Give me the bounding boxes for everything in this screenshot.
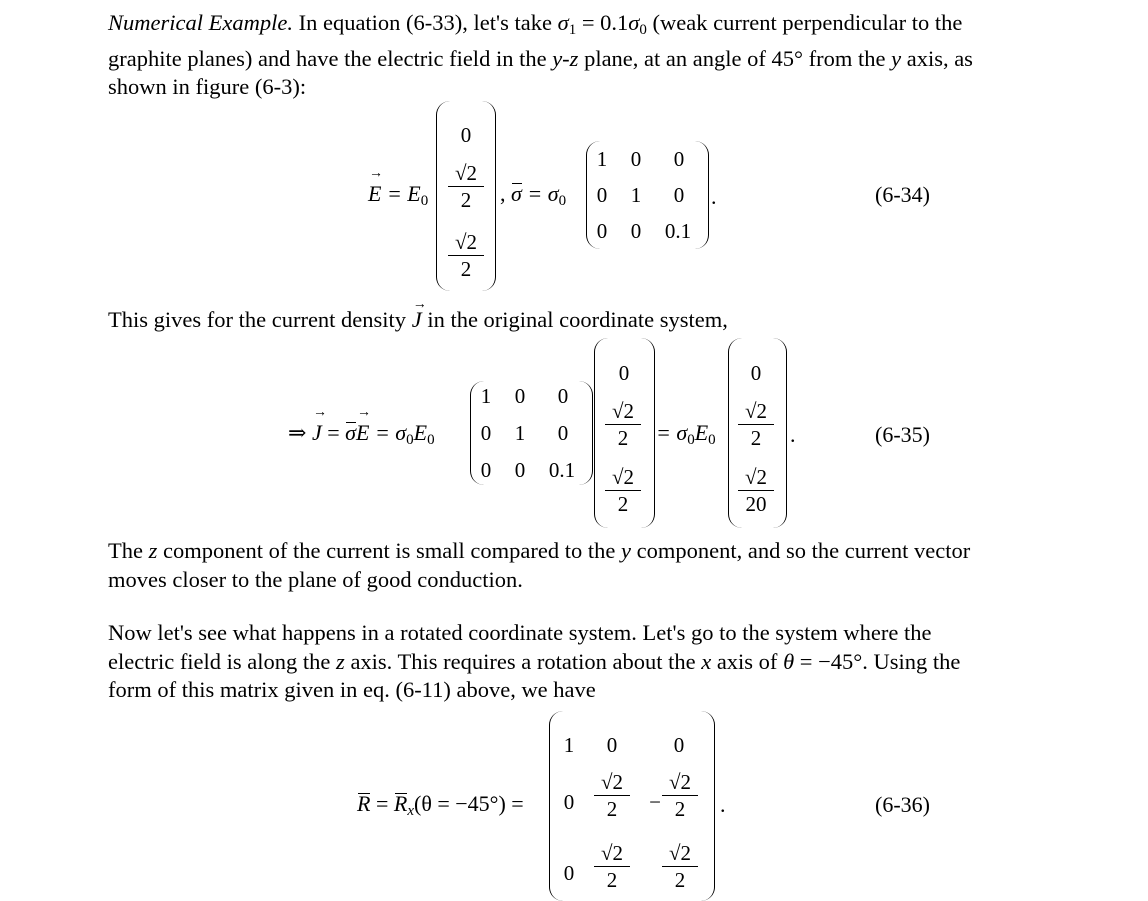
numerator: √2 [600,841,624,865]
text: = −45°. [794,648,868,674]
j-vector-symbol: → J [412,306,422,335]
implies-arrow: ⇒ [288,420,307,445]
e-vector-symbol: → E [368,181,381,207]
matrix-entry: 1 [563,733,575,757]
period: . [790,422,796,447]
subscript: 0 [406,432,414,448]
text: axis. This requires a rotation about the [344,648,702,674]
matrix-entry: 0 [557,421,569,445]
text: (weak current perpendicular to the graphite planes) and have the electric field in the [108,10,963,71]
matrix-entry: 0 [630,219,642,243]
sigma-symbol: σ [557,10,569,35]
text: = 0.1 [576,10,629,35]
paragraph-z-component [108,537,988,594]
fraction [662,771,698,820]
subscript: 0 [708,432,716,448]
paragraph-numerical-example [108,9,988,102]
comma: , [500,181,506,206]
numerator: √2 [454,161,478,185]
equals: = [370,791,394,816]
vector-entry: 0 [460,123,472,147]
sigma-tensor-symbol: σ [511,181,522,206]
paragraph-rotated-system [108,619,988,705]
equation-number: (6-36) [875,792,930,817]
axis-name: z [148,538,158,563]
fraction [448,231,484,280]
e-field-lhs [368,181,428,210]
fraction-bar [605,424,641,425]
text: Now let's see what happens in a rotated coordinate system. Let's go to the system where the electric field is along the [108,620,932,674]
fraction-bar [662,795,698,796]
matrix-entry: 0 [606,733,618,757]
right-paren [700,711,715,901]
numerator: √2 [611,399,635,423]
matrix-entry: 0.1 [664,219,692,243]
equation-number: (6-34) [875,182,930,207]
rotation-argument: (θ = −45°) = [414,791,524,816]
matrix-entry: 1 [596,147,608,171]
equation-number: (6-35) [875,422,930,447]
current-lhs [288,420,435,449]
matrix-entry: 1 [514,421,526,445]
denominator: 2 [750,426,762,450]
text: in the original coordinate system, [421,307,728,332]
theta-symbol: θ [783,648,795,674]
j-vector-symbol: → J [312,420,322,446]
fraction [448,162,484,211]
numerator: √2 [744,399,768,423]
matrix-entry: 0 [563,861,575,885]
fraction [738,466,774,515]
matrix-entry: 0 [630,147,642,171]
numerator: √2 [454,230,478,254]
axis-name: x [701,648,712,674]
e-symbol: E [694,420,709,445]
numerator: √2 [611,465,635,489]
matrix-entry: 0 [557,384,569,408]
matrix-entry: 0 [673,147,685,171]
subscript: 0 [687,432,695,448]
numerator: √2 [668,770,692,794]
text: This gives for the current density [108,307,412,332]
denominator: 2 [674,797,686,821]
denominator: 2 [606,868,618,892]
plane-name: y-z [552,45,579,71]
fraction-bar [594,866,630,867]
e0-symbol: = E [381,181,421,206]
subscript: 1 [568,22,577,38]
denominator: 2 [460,188,472,212]
fraction-bar [448,186,484,187]
text: component of the current is small compared to the [157,538,621,563]
denominator: 2 [460,257,472,281]
axis-name: z [336,648,345,674]
matrix-entry: 0 [514,384,526,408]
rotation-lhs [357,791,524,820]
fraction [605,400,641,449]
matrix-entry: 0 [480,458,492,482]
text: In equation (6-33), let's take [292,10,558,35]
subscript: x [407,803,414,819]
vector-entry: 0 [750,361,762,385]
sigma0-symbol: = σ [369,420,407,445]
numerator: √2 [600,770,624,794]
period: . [711,184,717,209]
subscript: 0 [427,432,435,448]
axis-name: y [891,45,902,71]
denominator: 20 [745,492,767,516]
r-tensor-symbol: R [357,791,371,816]
text: plane, at an angle of 45° from the [578,45,892,71]
text: Using the form of this matrix given in eq. (6-11) above, we have [108,648,961,702]
matrix-entry: 0 [673,733,685,757]
fraction [605,466,641,515]
subscript: 0 [639,22,647,38]
sigma-lhs [500,181,566,210]
equals: = [321,420,346,445]
r-tensor-symbol: R [393,791,408,816]
matrix-entry: 0 [596,219,608,243]
matrix-entry: 0 [673,183,685,207]
matrix-entry: 0 [596,183,608,207]
e-symbol: E [413,420,428,445]
text: The [108,538,149,563]
lead-phrase: Numerical Example. [108,10,293,35]
fraction-bar [738,490,774,491]
fraction-bar [738,424,774,425]
matrix-entry: 0 [514,458,526,482]
numerator: √2 [668,841,692,865]
denominator: 2 [606,797,618,821]
numerator: √2 [744,465,768,489]
denominator: 2 [674,868,686,892]
text: axis of [711,648,784,674]
text: component, and so the current vector moves closer to the plane of good conduction. [108,538,971,592]
fraction-bar [605,490,641,491]
fraction-bar [662,866,698,867]
subscript: 0 [420,193,429,209]
vector-entry: 0 [618,361,630,385]
sigma0-symbol: = σ [521,181,559,206]
denominator: 2 [617,426,629,450]
fraction [594,842,630,891]
fraction-bar [448,255,484,256]
subscript: 0 [558,193,567,209]
denominator: 2 [617,492,629,516]
text: axis, as shown in figure (6-3): [108,45,973,99]
period: . [720,792,726,817]
matrix-entry: 0 [480,421,492,445]
matrix-entry: 1 [630,183,642,207]
minus-sign: − [649,790,661,814]
fraction [594,771,630,820]
paragraph-current-density [108,306,988,335]
axis-name: y [621,538,631,563]
sigma-symbol: σ [628,10,640,35]
sigma0-symbol: = σ [656,420,688,445]
fraction [662,842,698,891]
e-vector-symbol: → E [356,420,369,446]
fraction-bar [594,795,630,796]
matrix-entry: 0 [563,790,575,814]
sigma-tensor-symbol: σ [345,420,356,445]
matrix-entry: 0.1 [548,458,576,482]
fraction [738,400,774,449]
matrix-entry: 1 [480,384,492,408]
result-prefactor [656,420,716,449]
